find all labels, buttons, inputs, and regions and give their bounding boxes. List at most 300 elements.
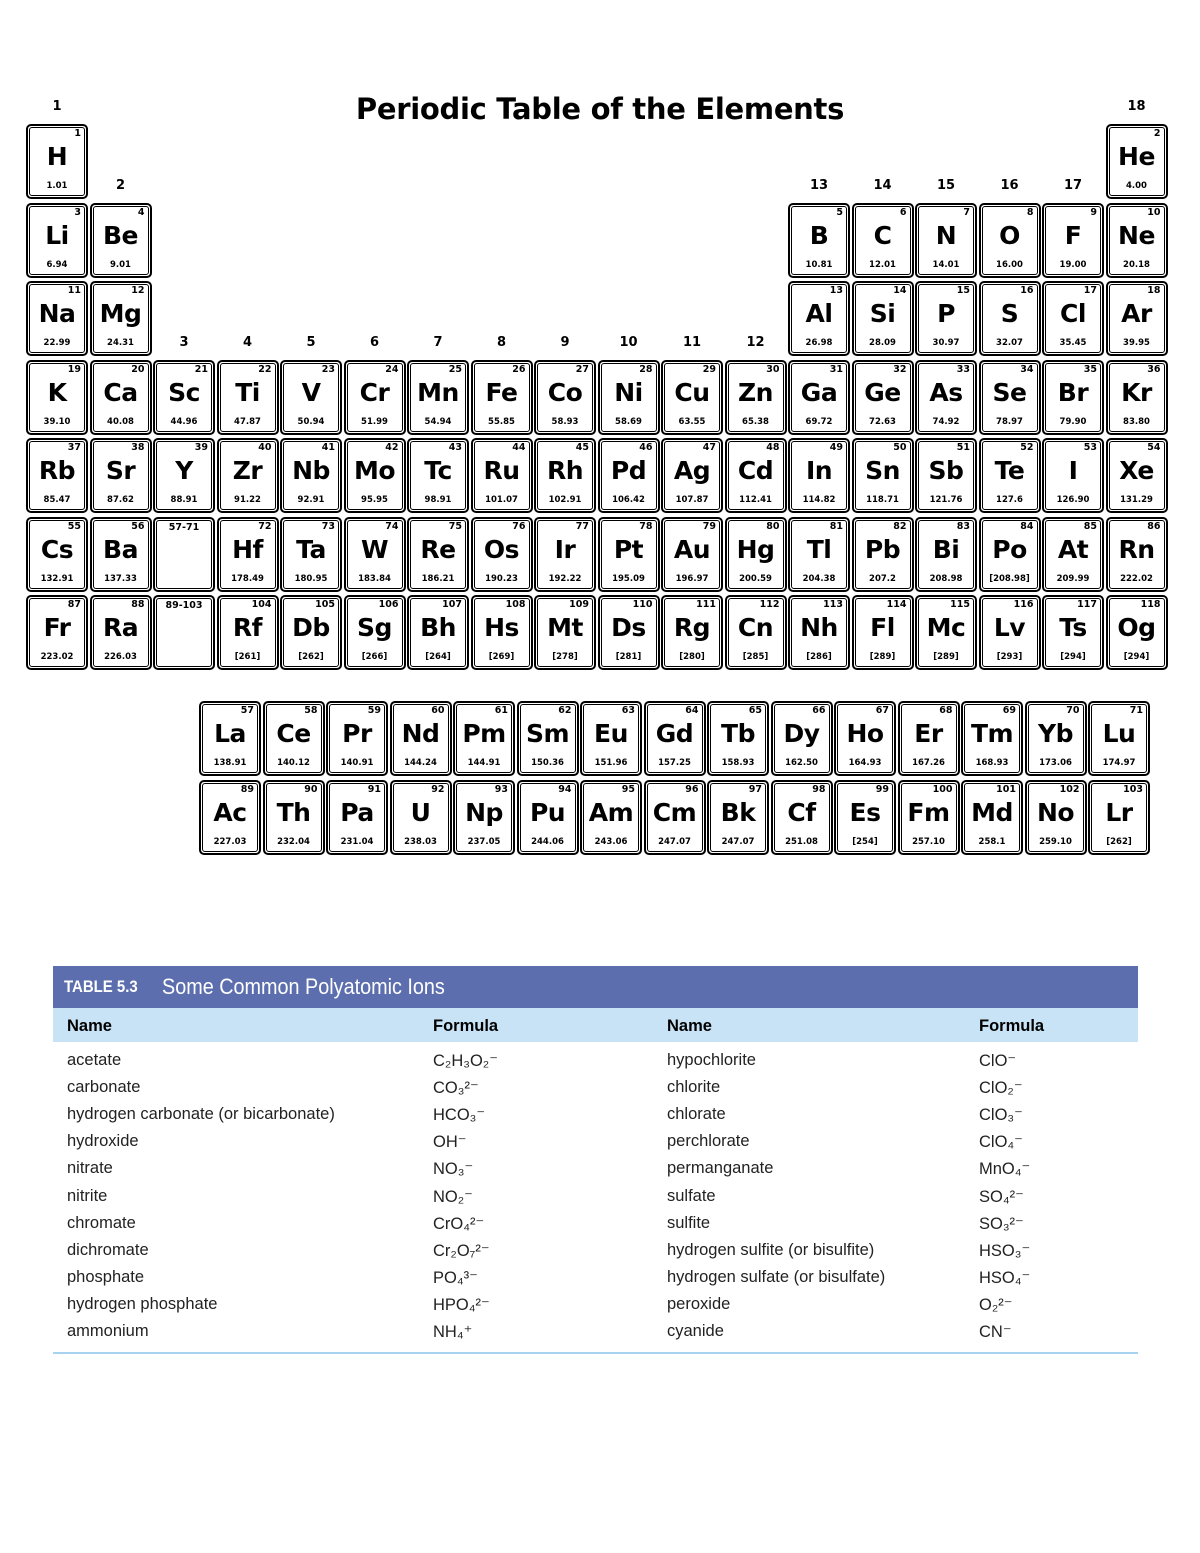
- atomic-mass: 35.45: [1059, 338, 1087, 348]
- atomic-mass: 247.07: [658, 837, 691, 847]
- ion-formula: ClO₂⁻: [979, 1079, 1023, 1098]
- ion-formula: PO₄³⁻: [433, 1268, 478, 1287]
- element-number: 83: [956, 521, 970, 532]
- atomic-mass: 173.06: [1039, 758, 1072, 768]
- atomic-mass: 51.99: [361, 417, 388, 427]
- ion-formula: MnO₄⁻: [979, 1160, 1031, 1179]
- element-cell: [915, 595, 977, 670]
- element-symbol: Ts: [1059, 613, 1087, 642]
- element-symbol: W: [360, 535, 389, 564]
- element-number: 72: [258, 521, 272, 532]
- element-cell: [788, 360, 850, 435]
- element-number: 94: [558, 784, 572, 795]
- atomic-mass: 30.97: [932, 338, 960, 348]
- element-symbol: Sc: [168, 378, 200, 407]
- atomic-mass: [294]: [1123, 652, 1150, 662]
- element-symbol: Os: [483, 535, 520, 564]
- element-symbol: Li: [45, 221, 69, 250]
- element-number: 58: [304, 705, 318, 716]
- element-cell: [26, 595, 88, 670]
- element-symbol: Ho: [846, 719, 884, 748]
- element-symbol: Cm: [652, 798, 697, 827]
- group-label: 4: [242, 335, 253, 350]
- element-cell: [26, 281, 88, 356]
- atomic-mass: [280]: [679, 652, 705, 662]
- element-cell: [771, 701, 833, 776]
- element-symbol: Ac: [213, 798, 247, 827]
- element-number: 78: [639, 521, 653, 532]
- element-cell: [534, 438, 596, 513]
- element-symbol: Cs: [40, 535, 74, 564]
- atomic-mass: 92.91: [297, 495, 325, 505]
- element-symbol: Mg: [99, 299, 142, 328]
- element-cell: [26, 438, 88, 513]
- group-label: 5: [306, 335, 316, 350]
- element-number: 54: [1147, 442, 1161, 453]
- atomic-mass: 50.94: [297, 417, 325, 427]
- element-symbol: S: [1000, 299, 1019, 328]
- element-cell: [598, 595, 660, 670]
- element-symbol: Zn: [738, 378, 773, 407]
- table-title: Some Common Polyatomic Ions: [161, 974, 445, 999]
- element-number: 102: [1059, 784, 1080, 795]
- element-symbol: Fl: [870, 613, 895, 642]
- element-cell: [852, 203, 914, 278]
- group-label: 11: [682, 335, 702, 350]
- atomic-mass: 40.08: [107, 417, 134, 427]
- table-row: [53, 1132, 1138, 1159]
- element-cell: [644, 780, 706, 855]
- element-cell: [898, 701, 960, 776]
- element-symbol: Cn: [737, 613, 774, 642]
- atomic-mass: 196.97: [675, 574, 709, 584]
- element-number: 36: [1147, 364, 1161, 375]
- element-cell: [217, 438, 279, 513]
- ion-formula: CO₃²⁻: [433, 1079, 479, 1098]
- element-cell: [834, 701, 896, 776]
- element-symbol: Sm: [525, 719, 570, 748]
- table-row: [53, 1268, 1138, 1295]
- element-cell: [199, 780, 261, 855]
- ion-name: hypochlorite: [667, 1051, 756, 1069]
- element-number: 12: [131, 285, 145, 296]
- ion-formula: Cr₂O₇²⁻: [433, 1241, 490, 1260]
- table-caption: [53, 966, 1138, 1008]
- element-symbol: Yb: [1038, 719, 1073, 748]
- element-cell: [534, 517, 596, 592]
- ion-formula: CrO₄²⁻: [433, 1214, 485, 1233]
- atomic-mass: 121.76: [929, 495, 963, 505]
- atomic-mass: 192.22: [548, 574, 582, 584]
- element-cell: [90, 360, 152, 435]
- element-number: 43: [448, 442, 462, 453]
- element-number: 13: [829, 285, 843, 296]
- element-cell: [471, 517, 533, 592]
- element-cell: [834, 780, 896, 855]
- atomic-mass: 24.31: [107, 338, 134, 348]
- element-number: 95: [621, 784, 635, 795]
- element-cell: [1106, 124, 1168, 199]
- element-cell: [1106, 360, 1168, 435]
- element-symbol: As: [929, 378, 963, 407]
- element-symbol: At: [1057, 535, 1089, 564]
- group-label: 3: [179, 335, 189, 350]
- atomic-mass: 87.62: [107, 495, 134, 505]
- element-number: 9: [1090, 207, 1097, 218]
- element-number: 19: [67, 364, 81, 375]
- element-symbol: Zr: [232, 456, 263, 485]
- element-symbol: Pa: [340, 798, 374, 827]
- element-cell: [280, 595, 342, 670]
- element-symbol: Y: [175, 456, 193, 485]
- table-row: [53, 1241, 1138, 1268]
- element-number: 21: [194, 364, 208, 375]
- element-number: 97: [748, 784, 762, 795]
- element-number: 70: [1066, 705, 1080, 716]
- element-number: 44: [512, 442, 526, 453]
- element-number: 66: [812, 705, 826, 716]
- atomic-mass: 12.01: [869, 260, 896, 270]
- atomic-mass: 69.72: [805, 417, 833, 427]
- element-number: 74: [385, 521, 399, 532]
- ion-formula: ClO⁻: [979, 1052, 1017, 1070]
- group-label: 13: [809, 178, 829, 193]
- atomic-mass: 223.02: [40, 652, 74, 662]
- element-symbol: V: [301, 378, 321, 407]
- ion-formula: CN⁻: [979, 1323, 1012, 1341]
- atomic-mass: 180.95: [294, 574, 328, 584]
- atomic-mass: 19.00: [1059, 260, 1087, 270]
- element-number: 1: [74, 128, 81, 139]
- element-cell: [453, 780, 515, 855]
- atomic-mass: 259.10: [1039, 837, 1072, 847]
- ion-name: chlorite: [667, 1078, 721, 1097]
- element-cell: [661, 595, 723, 670]
- element-cell: [852, 281, 914, 356]
- element-number: 25: [448, 364, 462, 375]
- series-placeholder-cell: [153, 595, 215, 670]
- element-cell: [217, 595, 279, 670]
- element-symbol: Sr: [105, 456, 136, 485]
- element-number: 46: [639, 442, 653, 453]
- element-number: 63: [621, 705, 635, 716]
- element-number: 91: [367, 784, 381, 795]
- atomic-mass: [254]: [852, 837, 878, 847]
- element-symbol: Ru: [483, 456, 520, 485]
- element-number: 28: [639, 364, 653, 375]
- table-number: TABLE 5.3: [64, 977, 138, 996]
- element-symbol: B: [809, 221, 829, 250]
- element-cell: [407, 438, 469, 513]
- element-number: 20: [131, 364, 145, 375]
- element-symbol: Mo: [353, 456, 396, 485]
- atomic-mass: 227.03: [213, 837, 247, 847]
- atomic-mass: 131.29: [1120, 495, 1153, 505]
- ion-formula: NO₃⁻: [433, 1160, 474, 1179]
- atomic-mass: 231.04: [340, 837, 374, 847]
- element-cell: [979, 595, 1041, 670]
- element-cell: [326, 701, 388, 776]
- element-cell: [407, 360, 469, 435]
- element-cell: [788, 438, 850, 513]
- element-number: 29: [702, 364, 716, 375]
- element-number: 77: [575, 521, 589, 532]
- atomic-mass: 157.25: [658, 758, 691, 768]
- element-cell: [199, 701, 261, 776]
- element-number: 53: [1083, 442, 1097, 453]
- element-symbol: Ar: [1121, 299, 1152, 328]
- element-symbol: Cu: [674, 378, 710, 407]
- element-symbol: Au: [673, 535, 711, 564]
- ion-name: nitrate: [67, 1159, 113, 1178]
- atomic-mass: 79.90: [1059, 417, 1087, 427]
- atomic-mass: 226.03: [104, 652, 137, 662]
- atomic-mass: 20.18: [1123, 260, 1150, 270]
- element-number: 98: [812, 784, 826, 795]
- element-symbol: Ne: [1118, 221, 1155, 250]
- element-symbol: Pd: [610, 456, 647, 485]
- atomic-mass: 118.71: [866, 495, 899, 505]
- table-row: [53, 1105, 1138, 1132]
- element-number: 39: [194, 442, 208, 453]
- element-symbol: F: [1064, 221, 1082, 250]
- element-cell: [580, 701, 642, 776]
- element-cell: [788, 281, 850, 356]
- element-cell: [90, 517, 152, 592]
- column-header-formula: Formula: [433, 1017, 499, 1035]
- element-number: 4: [137, 207, 145, 218]
- element-symbol: Og: [1117, 613, 1156, 642]
- element-number: 23: [321, 364, 335, 375]
- atomic-mass: 39.10: [43, 417, 71, 427]
- ion-name: phosphate: [67, 1267, 145, 1286]
- element-cell: [390, 780, 452, 855]
- atomic-mass: 91.22: [234, 495, 261, 505]
- atomic-mass: 150.36: [531, 758, 564, 768]
- element-number: 61: [494, 705, 508, 716]
- table-row: [53, 1051, 1138, 1078]
- atomic-mass: 138.91: [213, 758, 247, 768]
- element-number: 45: [575, 442, 589, 453]
- element-number: 88: [131, 599, 145, 610]
- element-symbol: Pr: [342, 719, 372, 748]
- table-row: [53, 1187, 1138, 1214]
- element-number: 32: [893, 364, 907, 375]
- element-cell: [153, 438, 215, 513]
- element-symbol: Re: [420, 535, 456, 564]
- element-number: 11: [67, 285, 81, 296]
- series-placeholder-cell: [153, 517, 215, 592]
- ion-name: hydrogen sulfate (or bisulfate): [667, 1267, 886, 1286]
- atomic-mass: 58.93: [551, 417, 579, 427]
- element-cell: [344, 595, 406, 670]
- series-range: 57-71: [168, 522, 200, 533]
- element-number: 115: [950, 599, 970, 610]
- atomic-mass: 106.42: [612, 495, 645, 505]
- element-number: 18: [1147, 285, 1161, 296]
- element-number: 113: [823, 599, 843, 610]
- element-symbol: Pt: [613, 535, 644, 564]
- element-symbol: Fr: [43, 613, 71, 642]
- element-symbol: Na: [38, 299, 76, 328]
- element-symbol: Br: [1057, 378, 1089, 407]
- ion-formula: OH⁻: [433, 1133, 467, 1152]
- element-cell: [788, 595, 850, 670]
- element-symbol: Be: [102, 221, 138, 250]
- atomic-mass: 137.33: [104, 574, 137, 584]
- element-cell: [1106, 517, 1168, 592]
- element-cell: [580, 780, 642, 855]
- element-number: 101: [996, 784, 1016, 795]
- ion-name: cyanide: [667, 1322, 724, 1340]
- element-symbol: Ag: [673, 456, 711, 485]
- element-symbol: Mt: [547, 613, 583, 642]
- element-number: 49: [829, 442, 843, 453]
- element-cell: [1042, 438, 1104, 513]
- ion-name: hydrogen phosphate: [67, 1294, 218, 1313]
- element-cell: [979, 360, 1041, 435]
- element-number: 64: [685, 705, 699, 716]
- atomic-mass: [293]: [996, 652, 1023, 662]
- atomic-mass: [262]: [298, 652, 324, 662]
- element-number: 5: [836, 207, 843, 218]
- element-number: 42: [385, 442, 399, 453]
- atomic-mass: [289]: [869, 652, 896, 662]
- element-cell: [725, 360, 787, 435]
- element-symbol: Hg: [736, 535, 775, 564]
- atomic-mass: [264]: [425, 652, 451, 662]
- element-number: 71: [1129, 705, 1143, 716]
- element-symbol: Np: [465, 798, 503, 827]
- table-row: [53, 1078, 1138, 1105]
- element-symbol: Mc: [926, 613, 966, 642]
- atomic-mass: [294]: [1060, 652, 1086, 662]
- atomic-mass: 44.96: [170, 417, 198, 427]
- element-cell: [1025, 701, 1087, 776]
- element-number: 86: [1147, 521, 1161, 532]
- atomic-mass: 95.95: [361, 495, 388, 505]
- atomic-mass: 83.80: [1123, 417, 1150, 427]
- atomic-mass: [281]: [615, 652, 642, 662]
- table-row: [53, 1295, 1138, 1322]
- element-symbol: Ds: [611, 613, 646, 642]
- atomic-mass: [208.98]: [989, 574, 1030, 584]
- element-cell: [852, 517, 914, 592]
- element-number: 67: [875, 705, 889, 716]
- element-symbol: Ir: [554, 535, 576, 564]
- ion-name: sulfate: [667, 1186, 716, 1205]
- atomic-mass: [278]: [552, 652, 578, 662]
- page-title: Periodic Table of the Elements: [355, 92, 845, 126]
- atomic-mass: 164.93: [848, 758, 882, 768]
- element-number: 51: [956, 442, 970, 453]
- element-symbol: Te: [994, 456, 1025, 485]
- table-header-row: [53, 1008, 1138, 1042]
- atomic-mass: [261]: [234, 652, 261, 662]
- element-number: 81: [829, 521, 843, 532]
- ion-formula: HCO₃⁻: [433, 1106, 486, 1125]
- element-cell: [26, 360, 88, 435]
- element-symbol: Sb: [928, 456, 964, 485]
- element-cell: [1042, 517, 1104, 592]
- element-symbol: Cl: [1060, 299, 1086, 328]
- atomic-mass: 222.02: [1120, 574, 1153, 584]
- element-symbol: Am: [588, 798, 634, 827]
- element-cell: [961, 701, 1023, 776]
- group-label: 18: [1127, 99, 1146, 114]
- element-cell: [26, 124, 88, 199]
- element-symbol: I: [1068, 456, 1078, 485]
- element-symbol: Sg: [357, 613, 392, 642]
- element-cell: [598, 360, 660, 435]
- atomic-mass: 162.50: [785, 758, 818, 768]
- atomic-mass: 102.91: [548, 495, 582, 505]
- element-cell: [1042, 595, 1104, 670]
- element-number: 100: [932, 784, 953, 795]
- series-range: 89-103: [165, 600, 203, 611]
- element-number: 33: [956, 364, 970, 375]
- element-number: 59: [367, 705, 381, 716]
- element-cell: [263, 780, 325, 855]
- atomic-mass: 114.82: [802, 495, 836, 505]
- element-symbol: Se: [992, 378, 1027, 407]
- polyatomic-ions-table: [53, 966, 1138, 1354]
- element-number: 111: [696, 599, 716, 610]
- element-number: 34: [1020, 364, 1034, 375]
- element-symbol: Gd: [655, 719, 694, 748]
- group-label: 9: [560, 335, 570, 350]
- element-cell: [1106, 595, 1168, 670]
- ion-name: perchlorate: [667, 1132, 750, 1151]
- atomic-mass: 195.09: [612, 574, 645, 584]
- element-number: 62: [558, 705, 572, 716]
- element-number: 47: [702, 442, 716, 453]
- element-symbol: Cf: [787, 798, 816, 827]
- element-number: 2: [1153, 128, 1161, 139]
- element-symbol: Pu: [529, 798, 566, 827]
- atomic-mass: 32.07: [996, 338, 1023, 348]
- element-symbol: U: [410, 798, 431, 827]
- element-cell: [1042, 281, 1104, 356]
- element-cell: [471, 360, 533, 435]
- ion-formula: ClO₄⁻: [979, 1133, 1023, 1152]
- atomic-mass: 28.09: [869, 338, 896, 348]
- atomic-mass: 258.1: [978, 837, 1006, 847]
- element-number: 24: [385, 364, 399, 375]
- element-symbol: Mn: [417, 378, 459, 407]
- ion-name: dichromate: [67, 1240, 149, 1259]
- element-symbol: Sn: [865, 456, 900, 485]
- element-symbol: Th: [276, 798, 311, 827]
- atomic-mass: 257.10: [912, 837, 945, 847]
- element-cell: [1106, 438, 1168, 513]
- element-number: 104: [251, 599, 272, 610]
- table-row: [53, 1214, 1138, 1241]
- atomic-mass: 26.98: [805, 338, 833, 348]
- group-label: 1: [52, 99, 62, 114]
- element-number: 92: [431, 784, 445, 795]
- atomic-mass: 174.97: [1102, 758, 1136, 768]
- element-number: 105: [315, 599, 335, 610]
- element-symbol: Si: [869, 299, 896, 328]
- element-symbol: He: [1118, 142, 1155, 171]
- ion-name: acetate: [67, 1051, 122, 1069]
- element-symbol: Ta: [296, 535, 326, 564]
- element-symbol: Ge: [864, 378, 901, 407]
- table-row: [53, 1159, 1138, 1186]
- element-symbol: Md: [971, 798, 1013, 827]
- element-cell: [725, 438, 787, 513]
